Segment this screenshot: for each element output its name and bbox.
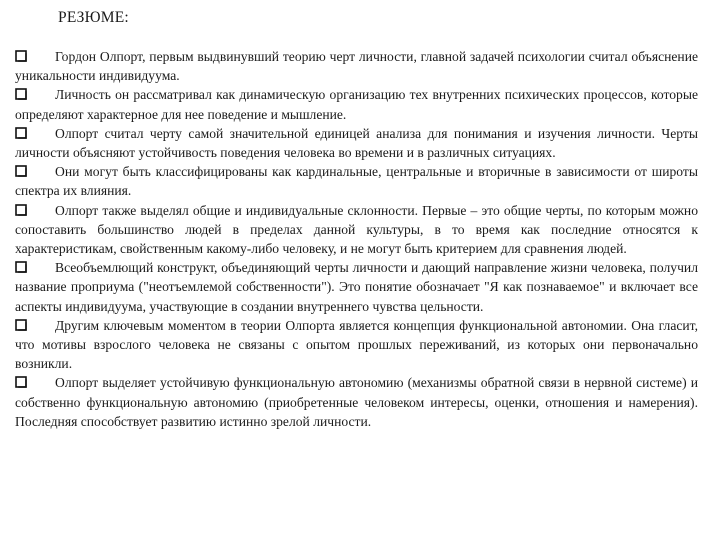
hollow-square-icon: [15, 127, 27, 139]
hollow-square-icon: [15, 50, 27, 62]
summary-list: [15, 47, 698, 431]
hollow-square-icon: [15, 261, 27, 273]
list-item-text: Всеобъемлющий конструкт, объединяющий черты личности и дающий направление жизни человека, получил название проприума ("неотъемлемой собственности"). Это понятие обозначает "Я как познаваемое" и включает все аспекты индивидуума, участвующие в создании внутреннего чувства цельности.: [15, 260, 698, 314]
hollow-square-icon: [15, 376, 27, 388]
list-item-text: Личность он рассматривал как динамическую организацию тех внутренних психических процессов, которые определяют характерное для нее поведение и мышление.: [15, 87, 698, 122]
list-item-text: Олпорт выделяет устойчивую функциональную автономию (механизмы обратной связи в нервной системе) и собственно функциональную автономию (приобретенные человеком интересы, оценки, отношения и намерения). Последняя способствует развитию истинно зрелой личности.: [15, 375, 698, 429]
list-item-text: Они могут быть классифицированы как кардинальные, центральные и вторичные в зависимости от широты спектра их влияния.: [15, 164, 698, 199]
list-item-text: Олпорт считал черту самой значительной единицей анализа для понимания и изучения личности. Черты личности объясняют устойчивость поведения человека во времени и в различных ситуациях.: [15, 125, 698, 161]
list-item: [15, 201, 698, 259]
list-item: [15, 258, 698, 316]
list-item: [15, 316, 698, 374]
hollow-square-icon: [15, 165, 27, 177]
hollow-square-icon: [15, 319, 27, 331]
hollow-square-icon: [15, 204, 27, 216]
page-title: РЕЗЮМЕ:: [58, 9, 129, 26]
list-item-text: Другим ключевым моментом в теории Олпорта является концепция функциональной автономии. Она гласит, что мотивы взрослого человека не связаны с опытом прошлых переживаний, из которых они первоначально возникли.: [15, 317, 698, 372]
list-item: [15, 47, 698, 85]
hollow-square-icon: [15, 88, 27, 100]
list-item: [15, 162, 698, 200]
list-item: [15, 85, 698, 123]
list-item-text: Гордон Олпорт, первым выдвинувший теорию черт личности, главной задачей психологии считал объяснение уникальности индивидуума.: [15, 49, 698, 84]
list-item: [15, 373, 698, 431]
list-item-text: Олпорт также выделял общие и индивидуальные склонности. Первые – это общие черты, по которым можно сопоставить большинство людей в пределах данной культуры, в то время как последние относятся к характеристикам, свойственным какому-либо человеку, и не могут быть критерием для сравнения людей.: [15, 202, 698, 257]
list-item: [15, 124, 698, 162]
